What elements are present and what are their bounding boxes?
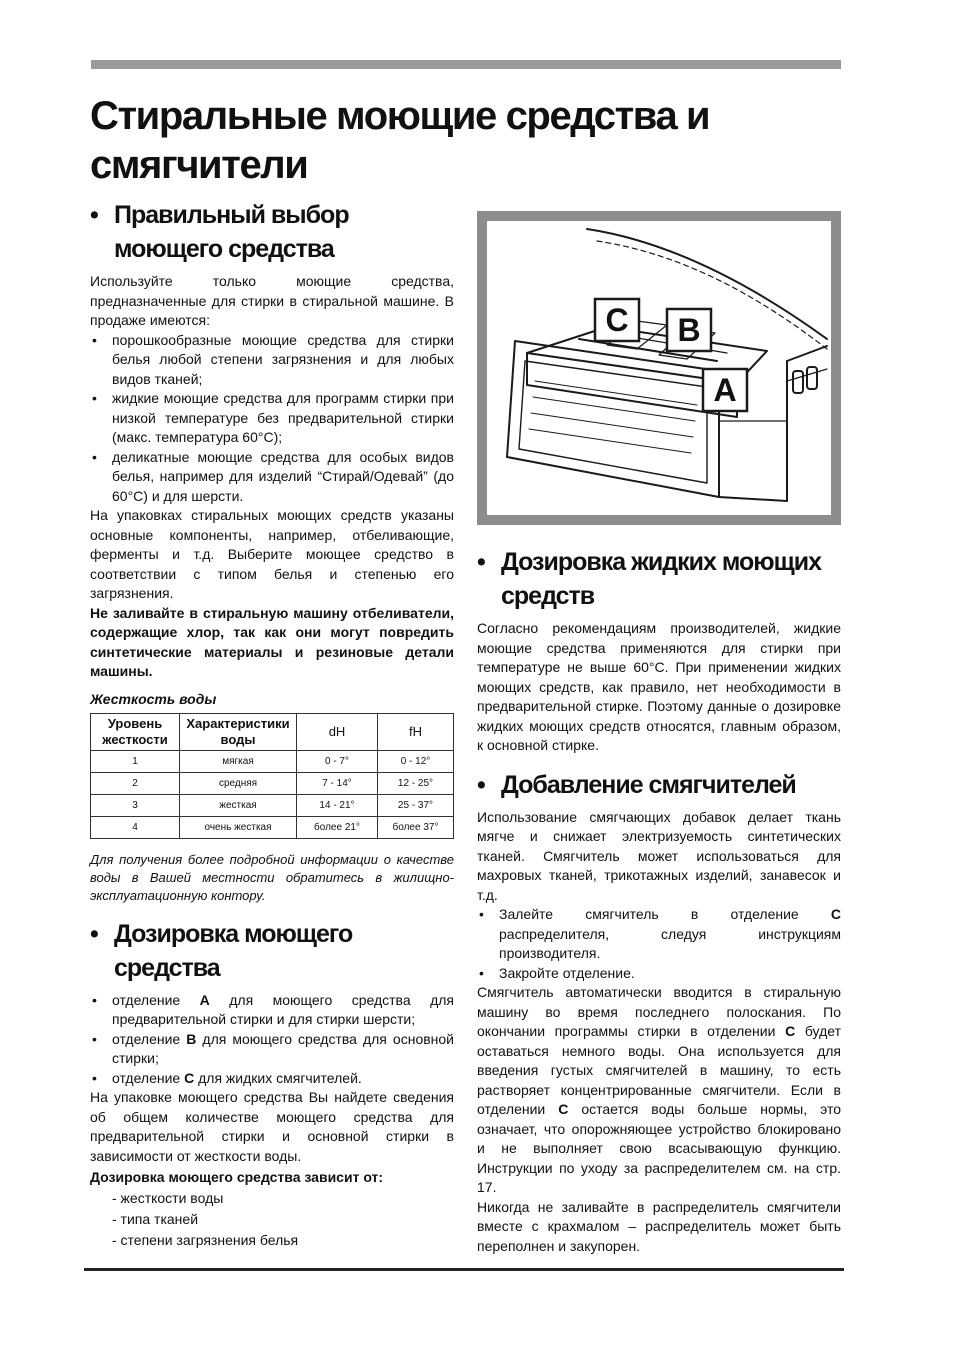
cell-characteristic: мягкая (180, 750, 297, 772)
bottom-rule (84, 1268, 844, 1271)
compartment-letter: B (186, 1030, 197, 1047)
cell-dh: более 21° (297, 816, 378, 838)
para-text: будет оставаться немного воды. Она используется для введения густых смягчителей в машину, то есть растворяет концентрированные смягчители. Если в отделении (477, 1023, 841, 1117)
cell-level: 1 (91, 750, 180, 772)
list-item: • деликатные моющие средства для особых видов белья, например для изделий “Стирай/Одевай” (до 60°С) и для шерсти. (90, 448, 454, 507)
item-text: отделение (112, 1030, 187, 1047)
list-item (477, 905, 841, 964)
top-rule (91, 60, 841, 69)
choice-paragraph: На упаковках стиральных моющих средств указаны основные компоненты, например, отбеливающие, ферменты и т.д. Выберите моющее средство в соответствии с типом белья и степенью его загрязнения. (90, 507, 454, 601)
softener-paragraph-2 (477, 983, 841, 1198)
col-header-level: Уровень жесткости (91, 713, 180, 750)
heading-detergent-dosage: • Дозировка моющего средства (90, 917, 454, 985)
item-text: Закройте отделение. (499, 964, 635, 981)
liquid-paragraph: Согласно рекомендациям производителей, жидкие моющие средства применяются для стирки при температуре не выше 60°С. При применении жидких моющих средств, как правило, нет необходимости в предварительной стирке. Поэтому данные о дозировке жидких моющих средств относятся, главным образом, к основной стирке. (477, 620, 841, 753)
choice-intro: Используйте только моющие средства, предназначенные для стирки в стиральной машине. В продаже имеются: (90, 273, 454, 328)
softener-steps-list (477, 905, 841, 983)
col-header-dh: dH (297, 713, 378, 750)
item-text: отделение (112, 1069, 185, 1086)
list-item (90, 991, 454, 1030)
dosage-paragraph: На упаковке моющего средства Вы найдете сведения об общем количестве моющего средства для предварительной стирки и основной стирки в зависимости от жесткости воды. (90, 1089, 454, 1164)
label-c-box (595, 299, 639, 341)
cell-fh: более 37° (378, 816, 454, 838)
para-text: Смягчитель автоматически вводится в стиральную машину во время последнего полоскания. По окончании программы стирки в отделении (477, 984, 841, 1039)
table-row (91, 772, 454, 794)
dosage-factors-list (90, 1188, 454, 1251)
list-item (90, 1030, 454, 1069)
hardness-caption: Жесткость воды (90, 690, 217, 707)
softener-paragraph-3: Никогда не заливайте в распределитель смягчители вместе с крахмалом – распределитель может быть переполнен и закупорен. (477, 1198, 841, 1254)
item-text: для моющего средства для предварительной стирки и для стирки шерсти; (112, 991, 454, 1027)
compartment-letter: С (785, 1023, 796, 1039)
list-item: • порошкообразные моющие средства для стирки белья любой степени загрязнения и для любых видов тканей; (90, 331, 454, 390)
item-text: распределителя, следуя инструкциям производителя. (499, 925, 841, 961)
cell-dh: 14 - 21° (297, 794, 378, 816)
list-item (90, 1069, 454, 1089)
bleach-warning: Не заливайте в стиральную машину отбеливатели, содержащие хлор, так как они могут повредить синтетические материалы и резиновые детали машины. (90, 604, 454, 679)
compartments-list (90, 991, 454, 1089)
cell-level: 4 (91, 816, 180, 838)
table-row (91, 794, 454, 816)
cell-characteristic: жесткая (180, 794, 297, 816)
list-item: - степени загрязнения белья (112, 1231, 299, 1248)
list-item: - типа тканей (112, 1210, 199, 1227)
cell-fh: 12 - 25° (378, 772, 454, 794)
list-item (477, 964, 841, 984)
dispenser-illustration (477, 211, 841, 525)
detergent-types-list (90, 331, 454, 507)
col-header-characteristics: Характеристики воды (180, 713, 297, 750)
compartment-letter: A (199, 991, 210, 1008)
dosage-depends-heading: Дозировка моющего средства зависит от: (90, 1169, 384, 1185)
hardness-note: Для получения более подробной информации о качестве воды в Вашей местности обратитесь в жилищно-эксплуатационную контору. (90, 851, 454, 903)
heading-detergent-choice: • Правильный выбор моющего средства (90, 198, 454, 266)
compartment-letter: С (558, 1101, 569, 1117)
figure-label-a: A (713, 372, 737, 408)
para-text: остается воды больше нормы, это означает, что опорожняющее устройство блокировано и не выполняет свою всасывающую функцию. Инструкции по уходу за распределителем см. на стр. 17. (477, 1101, 841, 1195)
cell-level: 3 (91, 794, 180, 816)
compartment-letter: С (830, 906, 841, 922)
page-title: Стиральные моющие средства и смягчители (90, 94, 710, 187)
figure-label-b: B (677, 312, 701, 348)
cell-fh: 25 - 37° (378, 794, 454, 816)
right-column (477, 545, 841, 1256)
label-b-box (667, 309, 711, 351)
item-text: для жидких смягчителей. (194, 1069, 362, 1086)
col-header-fh: fH (378, 713, 454, 750)
heading-adding-softener: • Добавление смягчителей (477, 768, 841, 802)
cell-level: 2 (91, 772, 180, 794)
cell-characteristic: средняя (180, 772, 297, 794)
table-row (91, 750, 454, 772)
cell-characteristic: очень жесткая (180, 816, 297, 838)
cell-dh: 7 - 14° (297, 772, 378, 794)
table-row (91, 816, 454, 838)
figure-label-c: C (605, 302, 629, 338)
item-text: для моющего средства для основной стирки; (112, 1030, 454, 1066)
cell-fh: 0 - 12° (378, 750, 454, 772)
list-item: • жидкие моющие средства для программ стирки при низкой температуре без предварительной стирки (макс. температура 60°С); (90, 389, 454, 448)
cell-dh: 0 - 7° (297, 750, 378, 772)
heading-liquid-dosage: • Дозировка жидких моющих средств (477, 545, 841, 613)
left-column (90, 198, 454, 1251)
dispenser-drawing (487, 221, 831, 515)
label-a-box (703, 369, 747, 411)
item-text: Залейте смягчитель в отделение (499, 906, 831, 922)
hardness-table (90, 713, 454, 839)
list-item: - жесткости воды (112, 1189, 224, 1206)
item-text: отделение (112, 991, 200, 1008)
compartment-letter: C (184, 1069, 195, 1086)
softener-paragraph: Использование смягчающих добавок делает ткань мягче и снижает электризуемость синтетических тканей. Смягчитель может использоваться для махровых тканей, трикотажных изделий, занавесок и т.д. (477, 808, 841, 903)
